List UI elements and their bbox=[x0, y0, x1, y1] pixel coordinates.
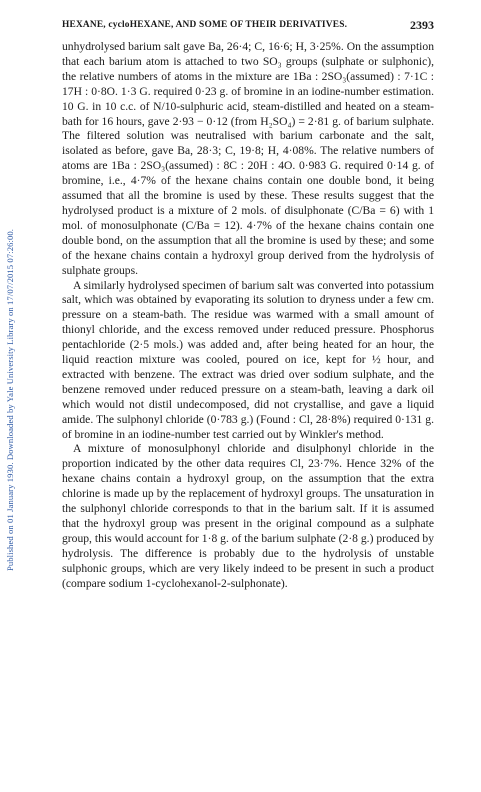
running-head: HEXANE, cycloHEXANE, AND SOME OF THEIR DERIVATIVES. bbox=[62, 20, 348, 30]
download-watermark-text: Published on 01 January 1930. Downloaded by Yale University Library on 17/07/2015 07:26:00. bbox=[5, 228, 15, 572]
article-body bbox=[62, 40, 434, 592]
paragraph-3: A mixture of monosulphonyl chloride and disulphonyl chloride in the proportion indicated by the other data requires Cl, 23·7%. Hence 32% of the hexane chains contain a hydroxyl group, on the assumption that the extra chlorine is made up by the replacement of hydroxyl groups. The unsaturation in the sulphonyl chloride corresponds to that in the barium salt. If it is assumed that the hydroxyl group was present in the original compound as a sulphate group, this would account for 1·8 g. of the barium sulphate (2·8 g.) produced by hydrolysis. The difference is probably due to the hydrolysis of unstable sulphonic groups, which are very likely indeed to be present in such a product (compare sodium 1-cyclohexanol-2-sulphonate). bbox=[62, 442, 434, 590]
download-watermark bbox=[3, 60, 17, 740]
page-number: 2393 bbox=[410, 18, 434, 32]
page-header bbox=[62, 20, 434, 34]
paragraph-2: A similarly hydrolysed specimen of barium salt was converted into potassium salt, which was obtained by evaporating its solution to dryness under a few cm. pressure on a steam-bath. The residue was warmed with a small amount of thionyl chloride, and the excess removed under reduced pressure. Phosphorus pentachloride (2·5 mols.) was added and, after being heated for an hour, the liquid reaction mixture was cooled, poured on ice, kept for ½ hour, and extracted with benzene. The extract was dried over sodium sulphate, and the benzene removed under reduced pressure on a steam-bath, leaving a dark oil which would not distil undecomposed, did not crystallise, and gave a liquid amide. The sulphonyl chloride (0·783 g.) (Found : Cl, 28·8%) required 0·131 g. of bromine in an iodine-number test carried out by Winkler's method. bbox=[62, 278, 434, 441]
paragraph-1: unhydrolysed barium salt gave Ba, 26·4; C, 16·6; H, 3·25%. On the assumption that each barium atom is attached to two SO₃ groups (sulphate or sulphonic), the relative numbers of atoms in the mixture are 1Ba : 2SO₃(assumed) : 7·1C : 17H : 0·8O. 1·3 G. required 0·23 g. of bromine in an iodine-number estimation. 10 G. in 10 c.c. of N/10-sulphuric acid, steam-distilled and heated on a steam-bath for 16 hours, gave 2·93 − 0·12 (from H₂SO₄) = 2·81 g. of barium sulphate. The filtered solution was neutralised with barium carbonate and the salt, isolated as before, gave Ba, 28·3; C, 19·8; H, 4·08%. The relative numbers of atoms are 1Ba : 2SO₃(assumed) : 8C : 20H : 4O. 0·983 G. required 0·14 g. of bromine, i.e., 4·7% of the hexane chains contain one double bond, it being assumed that all the bromine is used by these. These results suggest that the hydrolysed product is a mixture of 2 mols. of disulphonate (C/Ba = 6) with 1 mol. of monosulphonate (C/Ba = 12). 4·7% of the hexane chains contain one double bond, on the assumption that all the bromine is used by these; and some of the hexane chains contain a hydroxyl group derived from the hydrolysis of sulphate groups. bbox=[62, 40, 434, 277]
